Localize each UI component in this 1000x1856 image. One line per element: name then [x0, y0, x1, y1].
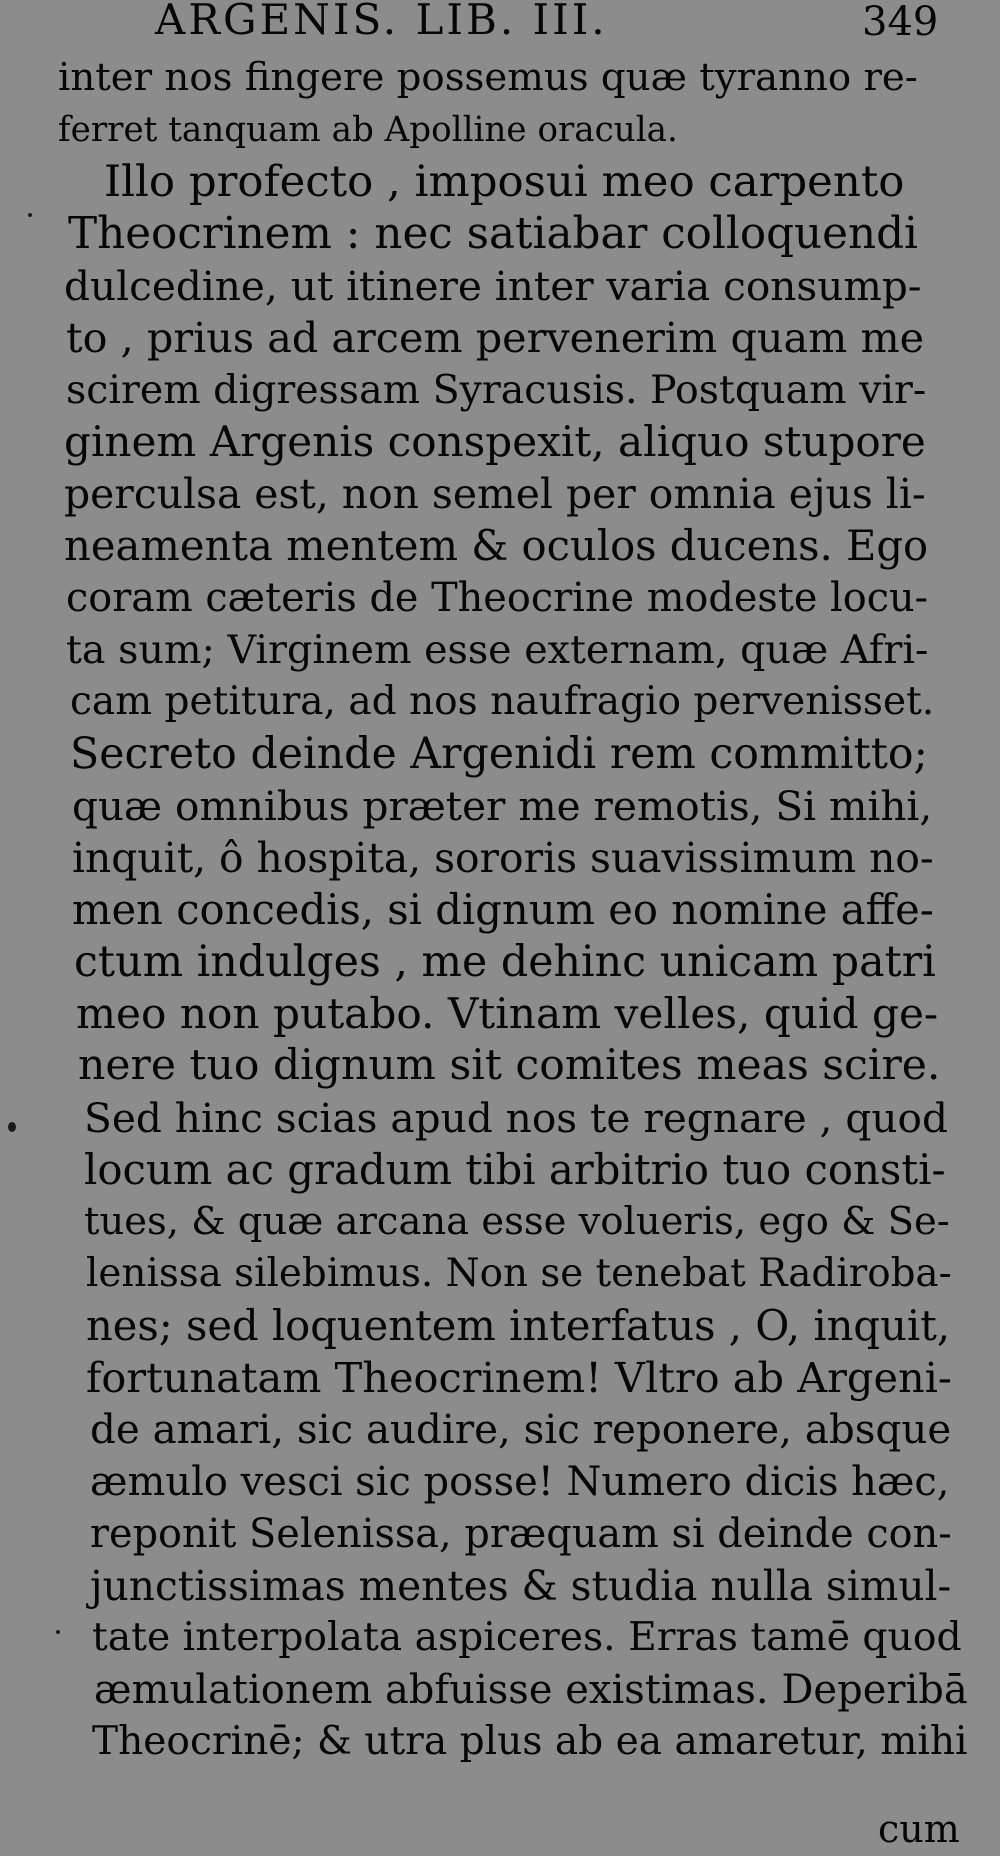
text-line: tues, & quæ arcana esse volueris, ego & Se-: [84, 1199, 950, 1244]
text-line: scirem digressam Syracusis. Postquam vir-: [66, 367, 927, 413]
text-line: inquit, ô hospita, sororis suavissimum no-: [72, 834, 934, 882]
text-line: Theocrinē; & utra plus ab ea amaretur, mihi: [92, 1719, 968, 1764]
text-line: ginem Argenis conspexit, aliquo stupore: [64, 417, 926, 466]
text-line: de amari, sic audire, sic reponere, absque: [90, 1406, 952, 1453]
text-line: nere tuo dignum sit comites meas scire.: [78, 1041, 941, 1090]
text-line: junctissimas mentes & studia nulla simul-: [90, 1562, 952, 1610]
text-line: Illo profecto , imposui meo carpento: [104, 157, 905, 207]
text-line: locum ac gradum tibi arbitrio tuo consti-: [84, 1145, 946, 1194]
text-line: dulcedine, ut itinere inter varia consump-: [64, 262, 922, 310]
text-line: to , prius ad arcem pervenerim quam me: [66, 314, 925, 362]
text-line: ctum indulges , me dehinc unicam patri: [74, 937, 936, 987]
text-line: meo non putabo. Vtinam velles, quid ge-: [76, 989, 939, 1038]
catchword: cum: [878, 1807, 960, 1851]
text-line: Sed hinc scias apud nos te regnare , quod: [84, 1094, 949, 1142]
text-line: lenissa silebimus. Non se tenebat Radiroba-: [86, 1251, 952, 1296]
running-title: ARGENIS. LIB. III.: [155, 0, 608, 44]
text-line: cam petitura, ad nos naufragio pervenisset.: [70, 679, 935, 724]
text-line: inter nos fingere possemus quæ tyranno re-: [58, 55, 918, 100]
text-line: æmulo vesci sic posse! Numero dicis hæc,: [90, 1459, 950, 1505]
text-line: fortunatam Theocrinem! Vltro ab Argeni-: [86, 1354, 952, 1402]
text-line: æmulationem abfuisse existimas. Deperibā: [94, 1667, 968, 1713]
ink-speck: [28, 213, 32, 217]
text-line: tate interpolata aspiceres. Erras tamē quod: [92, 1615, 962, 1660]
running-head: [0, 0, 1000, 52]
text-line: Secreto deinde Argenidi rem committo;: [70, 729, 928, 779]
text-line: quæ omnibus præter me remotis, Si mihi,: [72, 782, 933, 830]
text-line: ta sum; Virginem esse externam, quæ Afri-: [66, 627, 929, 673]
text-line: perculsa est, non semel per omnia ejus li-: [64, 470, 926, 518]
text-line: reponit Selenissa, præquam si deinde con-: [90, 1511, 952, 1557]
text-line: Theocrinem : nec satiabar colloquendi: [68, 208, 918, 259]
text-line: nes; sed loquentem interfatus , O, inquit,: [86, 1301, 951, 1350]
text-line: coram cæteris de Theocrine modeste locu-: [66, 575, 929, 621]
page-number: 349: [862, 0, 939, 45]
text-line: ferret tanquam ab Apolline oracula.: [58, 110, 678, 150]
text-line: men concedis, si dignum eo nomine affe-: [72, 885, 934, 934]
text-line: neamenta mentem & oculos ducens. Ego: [64, 521, 929, 570]
ink-speck: [56, 1630, 60, 1634]
ink-speck: [8, 1122, 16, 1132]
